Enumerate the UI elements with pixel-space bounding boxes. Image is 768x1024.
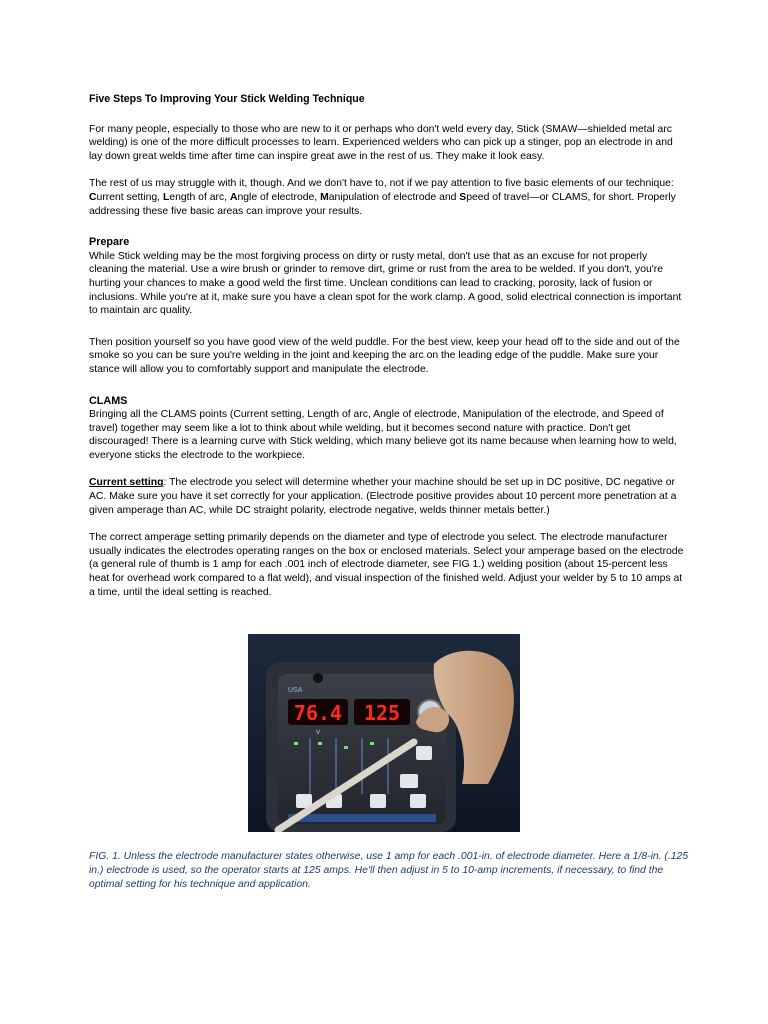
intro-text-6: peed of travel—or CLAMS, for short. Properly addressing these five basic areas can improve your results. bbox=[89, 191, 676, 217]
adjust-button bbox=[410, 794, 426, 808]
intro-text-2: urrent setting, bbox=[96, 191, 163, 203]
initial-c: C bbox=[89, 191, 97, 203]
panel-button bbox=[400, 774, 418, 788]
prepare-paragraph-1: While Stick welding may be the most forgiving process on dirty or rusty metal, don't use that as an excuse for not properly cleaning the material. Use a wire brush or grinder to remove dirt, grime or rust from the area to be welded. If you don't, you're hurting your chances to make a good weld the first time. Unclean conditions can lead to cracking, porosity, lack of fusion or inclusions. While you're at it, make sure you have a clean spot for the work clamp. A good, solid electrical connection is important to maintain arc quality. bbox=[89, 250, 682, 317]
clams-paragraph: Bringing all the CLAMS points (Current setting, Length of arc, Angle of electrode, Manipulation of the electrode, and Speed of travel) together may seem like a lot to think about while welding, but it becomes second nature with practice. Don't get discouraged! There is a learning curve with Stick welding, which many believe got its name because when learning how to weld, everyone sticks the electrode to the workpiece. bbox=[89, 409, 677, 461]
intro-paragraph-2 bbox=[89, 177, 684, 218]
intro-text-1: The rest of us may struggle with it, though. And we don't have to, not if we pay attention to five basic elements of our technique: bbox=[89, 178, 674, 190]
intro-paragraph-1: For many people, especially to those who are new to it or perhaps who don't weld every day, Stick (SMAW—shielded metal arc welding) is one of the more difficult processes to learn. Experienced welders who can pick up a stinger, pop an electrode in and lay down great welds time after time can inspire great awe in the rest of us. They make it look easy. bbox=[89, 123, 673, 162]
initial-s: S bbox=[459, 191, 467, 203]
amperage-paragraph: The correct amperage setting primarily depends on the diameter and type of electrode you select. The electrode manufacturer usually indicates the electrodes operating ranges on the box or enclosed materials. Select your amperage based on the electrode (a general rule of thumb is 1 amp for each .001 inch of electrode diameter, see FIG 1.) welding position (about 15-percent less heat for overhead work compared to a flat weld), and visual inspection of the finished weld. Adjust your welder by 5 to 10 amps at a time, until the ideal setting is reached. bbox=[89, 532, 684, 598]
button-label-strip bbox=[288, 814, 436, 822]
indicator-led bbox=[370, 742, 374, 745]
brand-label: USA bbox=[288, 687, 303, 694]
current-setting-text: : The electrode you select will determine whether your machine should be set up in DC positive, DC negative or AC. Make sure you have it set correctly for your application. (Electrode positive provides about 10 percent more penetration at a given amperage than AC, while DC straight polarity, electrode negative, welds thinner metals better.) bbox=[89, 477, 677, 516]
indicator-led bbox=[294, 742, 298, 745]
intro-text-5: anipulation of electrode and bbox=[328, 191, 460, 203]
document-title: Five Steps To Improving Your Stick Welding Technique bbox=[89, 93, 365, 105]
initial-l: L bbox=[162, 191, 170, 203]
welder-control-panel-photo bbox=[248, 634, 520, 832]
clams-heading: CLAMS bbox=[89, 394, 128, 407]
intro-text-4: ngle of electrode, bbox=[237, 191, 321, 203]
voltage-readout: 76.4 bbox=[293, 701, 343, 725]
amperage-readout: 125 bbox=[363, 701, 401, 725]
figure-caption: FIG. 1. Unless the electrode manufacturer states otherwise, use 1 amp for each .001-in. of electrode diameter. Here a 1/8-in. (.125 in.) electrode is used, so the operator starts at 125 amps. He'll then adjust in 5 to 10-amp increments, if necessary, to find the optimal setting for his technique and application. bbox=[89, 851, 689, 890]
initial-a: A bbox=[229, 191, 238, 203]
indicator-led bbox=[318, 742, 322, 745]
menu-button bbox=[416, 746, 432, 760]
current-setting-label: Current setting bbox=[89, 477, 164, 489]
prepare-heading: Prepare bbox=[89, 236, 130, 249]
panel-screw bbox=[313, 673, 323, 683]
current-setting-paragraph bbox=[89, 476, 684, 517]
initial-m: M bbox=[320, 191, 329, 203]
document-body bbox=[89, 93, 684, 599]
prepare-paragraph-2: Then position yourself so you have good view of the weld puddle. For the best view, keep your head off to the side and out of the smoke so you can be sure you're welding in the joint and keeping the arc on the leading edge of the puddle. Make sure your stance will allow you to comfortably support and manipulate the electrode. bbox=[89, 336, 680, 375]
sequence-button bbox=[370, 794, 386, 808]
indicator-led bbox=[344, 746, 348, 749]
voltage-unit-label: V bbox=[315, 730, 321, 736]
intro-text-3: ength of arc, bbox=[169, 191, 230, 203]
